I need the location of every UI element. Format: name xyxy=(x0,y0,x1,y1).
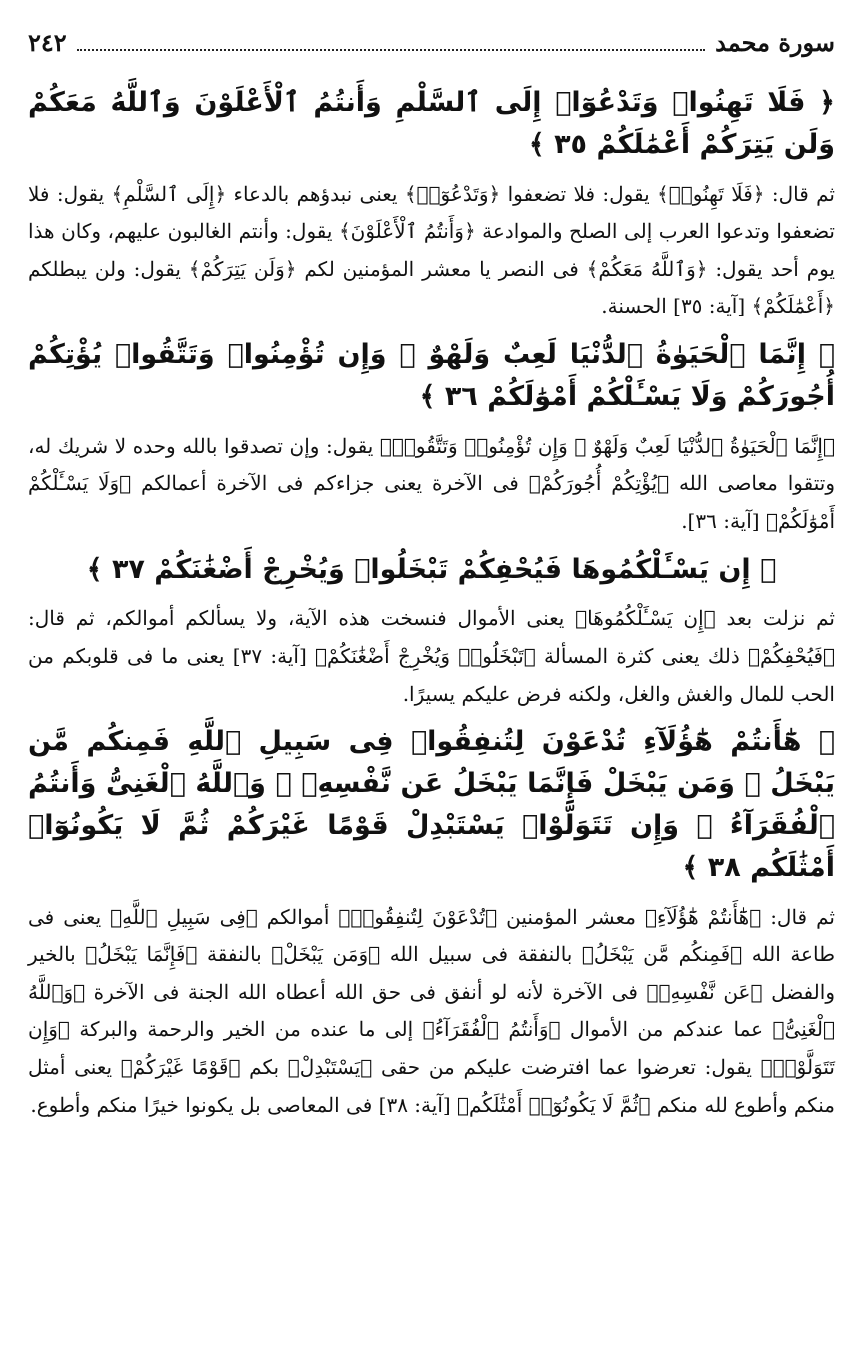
verse-35: ﴿ فَلَا تَهِنُوا۟ وَتَدْعُوٓا۟ إِلَى ٱلسَّلْمِ وَأَنتُمُ ٱلْأَعْلَوْنَ وَٱللَّهُ مَعَكُمْ وَلَن يَتِرَكُمْ أَعْمَٰلَكُمْ ٣٥ ﴾ xyxy=(28,87,835,160)
header-leader-dots xyxy=(77,49,705,51)
surah-title: سورة محمد xyxy=(715,28,835,57)
verse-37: ﴿ إِن يَسْـَٔلْكُمُوهَا فَيُحْفِكُمْ تَبْخَلُوا۟ وَيُخْرِجْ أَضْغَٰنَكُمْ ٣٧ ﴾ xyxy=(86,553,777,585)
running-header xyxy=(28,28,835,68)
verse-36: ﴿ إِنَّمَا ٱلْحَيَوٰةُ ٱلدُّنْيَا لَعِبٌ وَلَهْوٌ ۚ وَإِن تُؤْمِنُوا۟ وَتَتَّقُوا۟ يُؤْتِكُمْ أُجُورَكُمْ وَلَا يَسْـَٔلْكُمْ أَمْوَٰلَكُمْ ٣٦ ﴾ xyxy=(28,339,835,412)
commentary-38: ثم قال: ﴿هَٰٓأَنتُمْ هَٰٓؤُلَآءِ﴾ معشر المؤمنين ﴿تُدْعَوْنَ لِتُنفِقُوا۟﴾ أموالكم ﴿فِى سَبِيلِ ٱللَّهِ﴾ يعنى فى طاعة الله ﴿فَمِنكُم مَّن يَبْخَلُ﴾ بالنفقة فى سبيل الله ﴿وَمَن يَبْخَلْ﴾ بالنفقة ﴿فَإِنَّمَا يَبْخَلُ﴾ بالخير والفضل ﴿عَن نَّفْسِهِۦ﴾ فى الآخرة لأنه لو أنفق فى حق الله أعطاه الله الجنة فى الآخرة ﴿وَٱللَّهُ ٱلْغَنِىُّ﴾ عما عندكم من الأموال ﴿وَأَنتُمُ ٱلْفُقَرَآءُ﴾ إلى ما عنده من الخير والرحمة والبركة ﴿وَإِن تَتَوَلَّوْا۟﴾ يقول: تعرضوا عما افترضت عليكم من حقى ﴿يَسْتَبْدِلْ﴾ بكم ﴿قَوْمًا غَيْرَكُمْ﴾ يعنى أمثل منكم وأطوع لله منكم ﴿ثُمَّ لَا يَكُونُوٓا۟ أَمْثَٰلَكُم﴾ [آية: ٣٨] فى المعاصى بل يكونوا خيرًا منكم وأطوع. xyxy=(28,904,836,1117)
page-number: ٢٤٢ xyxy=(28,28,67,57)
commentary-35: ثم قال: ﴿فَلَا تَهِنُوا۟﴾ يقول: فلا تضعفوا ﴿وَتَدْعُوٓا۟﴾ يعنى نبدؤهم بالدعاء ﴿إِلَى ٱلسَّلْمِ﴾ يقول: فلا تضعفوا وتدعوا العرب إلى الصلح والموادعة ﴿وَأَنتُمُ ٱلْأَعْلَوْنَ﴾ يقول: وأنتم الغالبون عليهم، وكان هذا يوم أحد يقول: ﴿وَٱللَّهُ مَعَكُمْ﴾ فى النصر يا معشر المؤمنين لكم ﴿وَلَن يَتِرَكُمْ﴾ يقول: ولن يبطلكم ﴿أَعْمَٰلَكُمْ﴾ [آية: ٣٥] الحسنة. xyxy=(28,181,835,319)
commentary-37: ثم نزلت بعد ﴿إِن يَسْـَٔلْكُمُوهَا﴾ يعنى الأموال فنسخت هذه الآية، ولا يسألكم أموالكم، ثم قال: ﴿فَيُحْفِكُمْ﴾ ذلك يعنى كثرة المسألة ﴿تَبْخَلُوا۟ وَيُخْرِجْ أَضْغَٰنَكُمْ﴾ [آية: ٣٧] يعنى ما فى قلوبكم من الحب للمال والغش والغل، ولكنه فرض عليكم يسيرًا. xyxy=(28,606,836,706)
commentary-36: ﴿إِنَّمَا ٱلْحَيَوٰةُ ٱلدُّنْيَا لَعِبٌ وَلَهْوٌ ۚ وَإِن تُؤْمِنُوا۟ وَتَتَّقُوا۟﴾ يقول: وإن تصدقوا بالله وحده لا شريك له، وتتقوا معاصى الله ﴿يُؤْتِكُمْ أُجُورَكُمْ﴾ فى الآخرة يعنى جزاءكم فى الآخرة أعمالكم ﴿وَلَا يَسْـَٔلْكُمْ أَمْوَٰلَكُمْ﴾ [آية: ٣٦]. xyxy=(28,433,835,533)
verse-38: ﴿ هَٰٓأَنتُمْ هَٰٓؤُلَآءِ تُدْعَوْنَ لِتُنفِقُوا۟ فِى سَبِيلِ ٱللَّهِ فَمِنكُم مَّن يَبْخَلُ ۖ وَمَن يَبْخَلْ فَإِنَّمَا يَبْخَلُ عَن نَّفْسِهِۦ ۚ وَٱللَّهُ ٱلْغَنِىُّ وَأَنتُمُ ٱلْفُقَرَآءُ ۚ وَإِن تَتَوَلَّوْا۟ يَسْتَبْدِلْ قَوْمًا غَيْرَكُمْ ثُمَّ لَا يَكُونُوٓا۟ أَمْثَٰلَكُم ٣٨ ﴾ xyxy=(28,726,835,883)
